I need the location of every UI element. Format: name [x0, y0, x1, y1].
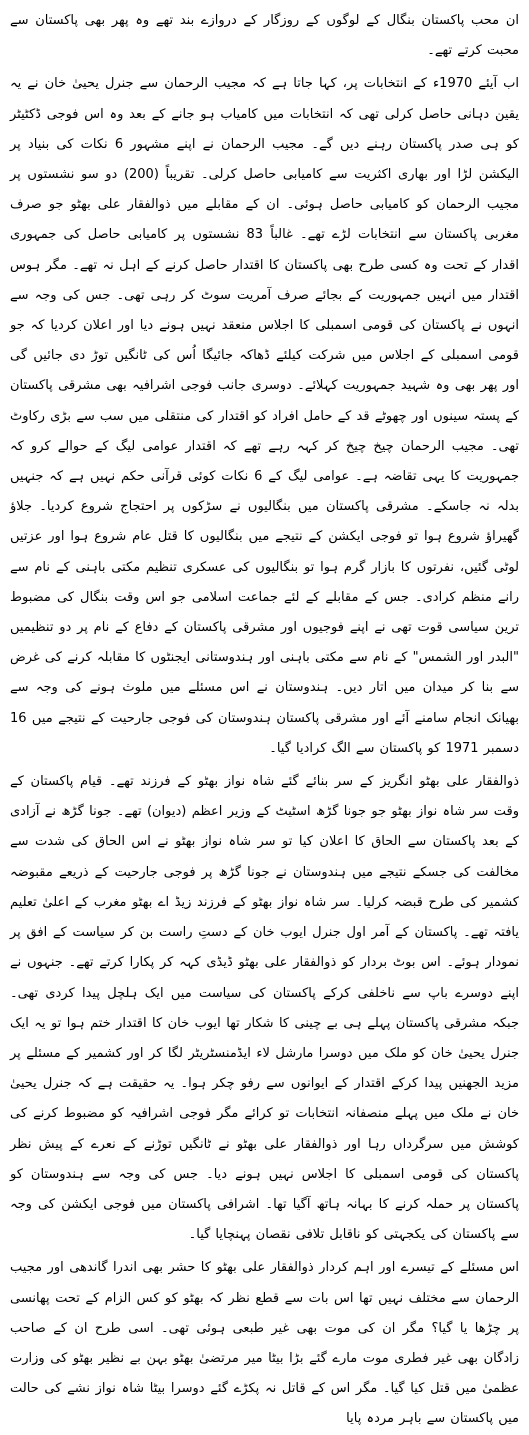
paragraph-bhutto-fate: اس مسئلے کے تیسرے اور اہم کردار ذوالفقار علی بھٹو کا حشر بھی اندرا گاندھی اور مجیب الرحمان سے مختلف نہیں تھا اس بات سے قطع نظر کہ بھٹو کو کس الزام کے تحت پھانسی پر چڑھا یا گیا؟ مگر ان کی موت بھی غیر طبعی ہوئی تھی۔ اسی طرح ان کے صاحب زادگان بھی غیر فطری موت مارے گئے بڑا بیٹا میر مرتضیٰ بھٹو بہن بے نظیر بھٹو کی وزارت عظمیٰ میں قتل کیا گیا۔ مگر اس کے قاتل نہ پکڑے گئے دوسرا بیٹا شاہ نواز نشے کی حالت میں پاکستان سے باہر مردہ پایا	[10, 1260, 519, 1427]
paragraph-intro: ان محب پاکستان بنگال کے لوگوں کے روزگار کے دروازے بند تھے وہ پھر بھی پاکستان سے محبت کرتے تھے۔	[10, 13, 519, 59]
paragraph-1970-elections: اب آیئے 1970ء کے انتخابات پر، کہا جاتا ہے کہ مجیب الرحمان سے جنرل یحییٰ خان نے یہ یقین دہانی حاصل کرلی تھی کہ انتخابات میں کامیاب ہو جانے کے بعد وہ اس فوجی ڈکٹیٹر کو ہی صدر پاکستان رہنے دیں گے۔ مجیب الرحمان نے اپنے مشہور 6 نکات کی بنیاد پر الیکشن لڑا اور بھاری اکثریت سے کامیابی حاصل کرلی۔ تقریباً (200) دو سو نشستوں پر مجیب الرحمان کو کامیابی حاصل ہوئی۔ ان کے مقابلے میں ذوالفقار علی بھٹو جو صرف مغربی پاکستان سے انتخابات لڑے تھے۔ غالباً 83 نشستوں پر کامیابی حاصل کی جمہوری اقدار کے تحت وہ کسی طرح بھی پاکستان کا اقتدار حاصل کرنے کے اہل نہ تھے۔ مگر ہوس اقتدار میں انہیں جمہوریت کے بجائے صرف آمریت سوٹ کر رہی تھی۔ جس کی وجہ سے انہوں نے پاکستان کی قومی اسمبلی کا اجلاس منعقد نہیں ہونے دیا اور اعلان کردیا کہ جو قومی اسمبلی کے اجلاس میں شرکت کیلئے ڈھاکہ جائیگا اُس کی ٹانگیں توڑ دی جائیں گی اور پھر بھی وہ شہید جمہوریت کہلائے۔ دوسری جانب فوجی اشرافیہ بھی مشرقی پاکستان کے پستہ سینوں اور چھوٹے قد کے حامل افراد کو اقتدار کی منتقلی میں سب سے بڑی رکاوٹ تھی۔ مجیب الرحمان چیخ چیخ کر کہہ رہے تھے کہ اقتدار عوامی لیگ کے حوالے کرو کہ جمہوریت کا یہی تقاضہ ہے۔ عوامی لیگ کے 6 نکات کوئی قرآنی حکم نہیں ہے کہ جنہیں بدلہ نہ جاسکے۔ مشرقی پاکستان میں بنگالیوں نے سڑکوں پر احتجاج شروع کردیا۔ جلاؤ گھیراؤ شروع ہوا تو فوجی ایکشن کے نتیجے میں بنگالیوں کا قتل عام شروع ہوا اور عزتیں لوٹی گئیں، نفرتوں کا بازار گرم ہوا تو بنگالیوں کی عسکری تنظیم مکتی باہنی کے نام سے رانے منظم کرادی۔ جس کے مقابلے کے لئے جماعت اسلامی جو اس وقت بنگال کی مضبوط ترین سیاسی قوت تھی نے اپنے فوجیوں اور مشرقی پاکستان کے دفاع کے نام پر دو تنظیمیں "البدر اور الشمس" کے نام سے مکتی باہنی اور ہندوستانی ایجنٹوں کا مقابلہ کرنے کی غرض سے بنا کر میدان میں اتار دیں۔ ہندوستان نے اس مسئلے میں ملوث ہونے کی وجہ سے بھیانک انجام سامنے آئے اور مشرقی پاکستان ہندوستان کی فوجی جارحیت کے نتیجے میں 16 دسمبر 1971 کو پاکستان سے الگ کرادیا گیا۔	[10, 76, 519, 756]
paragraph-bhutto-background: ذوالفقار علی بھٹو انگریز کے سر بنائے گئے شاہ نواز بھٹو کے فرزند تھے۔ قیام پاکستان کے وقت سر شاہ نواز بھٹو جو جونا گڑھ اسٹیٹ کے وزیر اعظم (دیوان) تھے۔ جونا گڑھ نے آزادی کے بعد پاکستان سے الحاق کا اعلان کیا تو سر شاہ نواز بھٹو نے اس الحاق کی شدت سے مخالفت کی جسکے نتیجے میں ہندوستان نے جونا گڑھ پر فوجی جارحیت کے ذریعے مقبوضہ کشمیر کی طرح قبضہ کرلیا۔ سر شاہ نواز بھٹو کے فرزند زیڈ اے بھٹو مغرب کے اعلیٰ تعلیم یافتہ تھے۔ پاکستان کے آمر اول جنرل ایوب خان کے دستِ راست بن کر سیاست کے افق پر نمودار ہوئے۔ اس بوٹ بردار کو ذوالفقار علی بھٹو ڈیڈی کہہ کر پکارا کرتے تھے۔ جنہوں نے اپنے دوسرے باپ سے ناخلفی کرکے پاکستان کی سیاست میں ایک ہلچل پیدا کردی تھی۔ جبکہ مشرقی پاکستان پہلے ہی بے چینی کا شکار تھا ایوب خان کا اقتدار ختم ہوا تو یہ ایک جنرل یحییٰ خان کو ملک میں دوسرا مارشل لاء ایڈمنسٹریٹر لگا کر اور کشمیر کے مسئلے پر مزید الجھنیں پیدا کرکے اقتدار کے ایوانوں سے رفو چکر ہوا۔ یہ حقیقت ہے کہ جنرل یحییٰ خان نے ملک میں پہلے منصفانہ انتخابات تو کرائے مگر فوجی اشرافیہ کو مضبوط کرنے کی کوشش میں سرگرداں رہا اور ذوالفقار علی بھٹو نے ٹانگیں توڑنے کے نعرے کے پیش نظر پاکستان کی قومی اسمبلی کا اجلاس نہیں ہونے دیا۔ جس کی وجہ سے ہندوستان کو پاکستان پر حملہ کرنے کا بہانہ ہاتھ آگیا تھا۔ اشرافی پاکستان میں فوجی ایکشن کی وجہ سے پاکستان کی یکجہتی کو ناقابل تلافی نقصان پہنچایا گیا۔	[10, 774, 519, 1243]
